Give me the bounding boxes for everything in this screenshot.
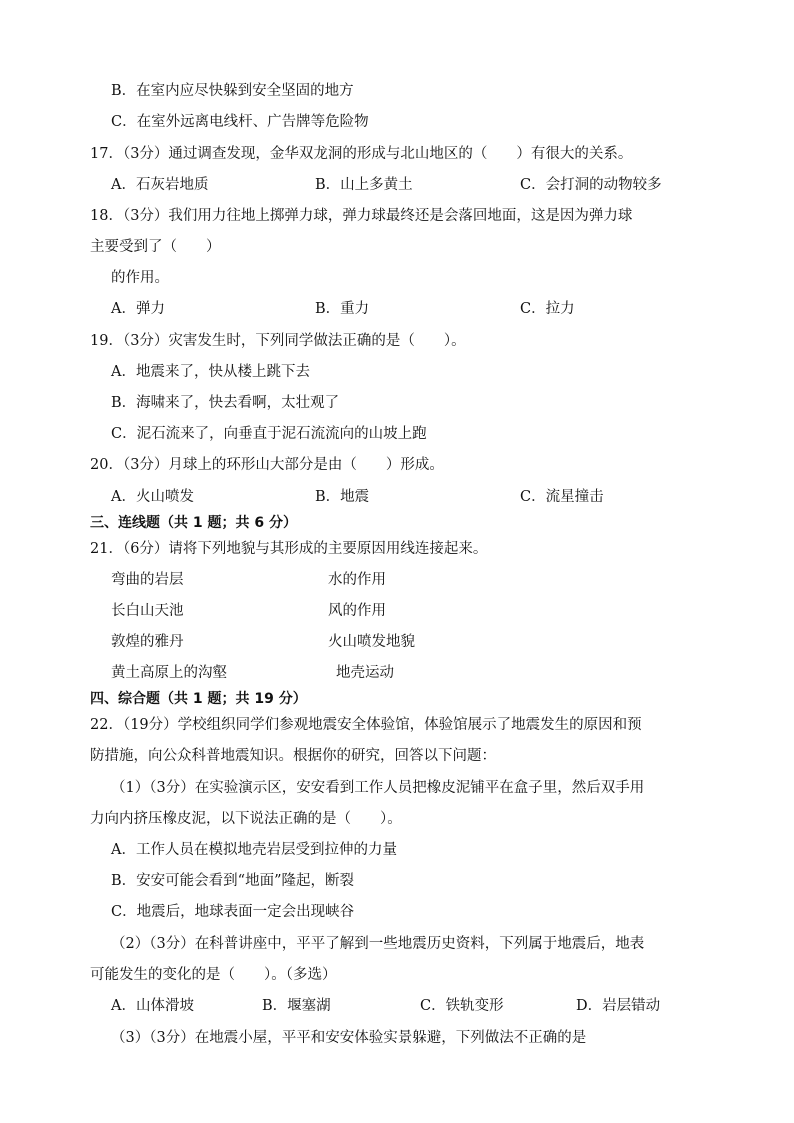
q22-sub1-option-b: B．安安可能会看到“地面”隆起，断裂	[111, 873, 354, 889]
q16-option-b: B．在室内应尽快躲到安全坚固的地方	[111, 83, 354, 99]
q22-sub1-stem-line1: （1）（3分）在实验演示区，安安看到工作人员把橡皮泥铺平在盒子里，然后双手用	[111, 780, 645, 796]
q21-left-item: 敦煌的雅丹	[111, 634, 184, 650]
q21-right-item: 水的作用	[328, 572, 386, 588]
q20-option-c: C．流星撞击	[520, 489, 604, 505]
q18-stem-line1: 18．（3分）我们用力往地上掷弹力球，弹力球最终还是会落回地面，这是因为弹力球	[90, 208, 633, 224]
q19-option-a: A．地震来了，快从楼上跳下去	[111, 364, 310, 380]
q20-stem: 20．（3分）月球上的环形山大部分是由（ ）形成。	[90, 457, 444, 473]
q19-option-c: C．泥石流来了，向垂直于泥石流流向的山坡上跑	[111, 426, 427, 442]
q18-stem-line3: 的作用。	[111, 270, 169, 286]
q21-right-item: 火山喷发地貌	[328, 634, 415, 650]
q22-sub1-option-c: C．地震后，地球表面一定会出现峡谷	[111, 904, 355, 920]
q22-sub2-stem-line1: （2）（3分）在科普讲座中，平平了解到一些地震历史资料，下列属于地震后，地表	[111, 936, 645, 952]
q22-sub1-option-a: A．工作人员在模拟地壳岩层受到拉伸的力量	[111, 842, 397, 858]
q21-right-item: 风的作用	[328, 603, 386, 619]
q17-option-a: A．石灰岩地质	[111, 177, 209, 193]
q19-stem: 19．（3分）灾害发生时，下列同学做法正确的是（ ）。	[90, 333, 466, 349]
q17-option-b: B．山上多黄土	[315, 177, 413, 193]
q22-sub2-option-c: C．铁轨变形	[420, 998, 504, 1014]
q22-sub2-option-d: D．岩层错动	[576, 998, 661, 1014]
q19-option-b: B．海啸来了，快去看啊，太壮观了	[111, 395, 340, 411]
q21-right-item: 地壳运动	[336, 665, 394, 681]
section4-heading: 四、综合题（共 1 题；共 19 分）	[90, 691, 307, 707]
q21-stem: 21．（6分）请将下列地貌与其形成的主要原因用线连接起来。	[90, 541, 488, 557]
q18-option-b: B．重力	[315, 301, 370, 317]
q20-option-a: A．火山喷发	[111, 489, 194, 505]
q21-left-item: 黄土高原上的沟壑	[111, 665, 227, 681]
section3-heading: 三、连线题（共 1 题；共 6 分）	[90, 515, 297, 531]
q20-option-b: B．地震	[315, 489, 370, 505]
q22-sub3-stem-line1: （3）（3分）在地震小屋，平平和安安体验实景躲避，下列做法不正确的是	[111, 1030, 587, 1046]
q16-option-c: C．在室外远离电线杆、广告牌等危险物	[111, 114, 369, 130]
q22-sub2-stem-line2: 可能发生的变化的是（ ）。（多选）	[90, 967, 337, 983]
q22-sub1-stem-line2: 力向内挤压橡皮泥，以下说法正确的是（ ）。	[90, 811, 402, 827]
q22-stem-line1: 22．（19分）学校组织同学们参观地震安全体验馆，体验馆展示了地震发生的原因和预	[90, 717, 642, 733]
q18-option-a: A．弹力	[111, 301, 165, 317]
q22-stem-line2: 防措施，向公众科普地震知识。根据你的研究，回答以下问题：	[90, 748, 496, 764]
q22-sub2-option-a: A．山体滑坡	[111, 998, 194, 1014]
q18-option-c: C．拉力	[520, 301, 575, 317]
q18-stem-line2: 主要受到了（ ）	[90, 239, 221, 255]
q21-left-item: 弯曲的岩层	[111, 572, 184, 588]
q21-left-item: 长白山天池	[111, 603, 184, 619]
q22-sub2-option-b: B．堰塞湖	[262, 998, 331, 1014]
q17-stem: 17．（3分）通过调查发现，金华双龙洞的形成与北山地区的（ ）有很大的关系。	[90, 146, 633, 162]
q17-option-c: C．会打洞的动物较多	[520, 177, 662, 193]
